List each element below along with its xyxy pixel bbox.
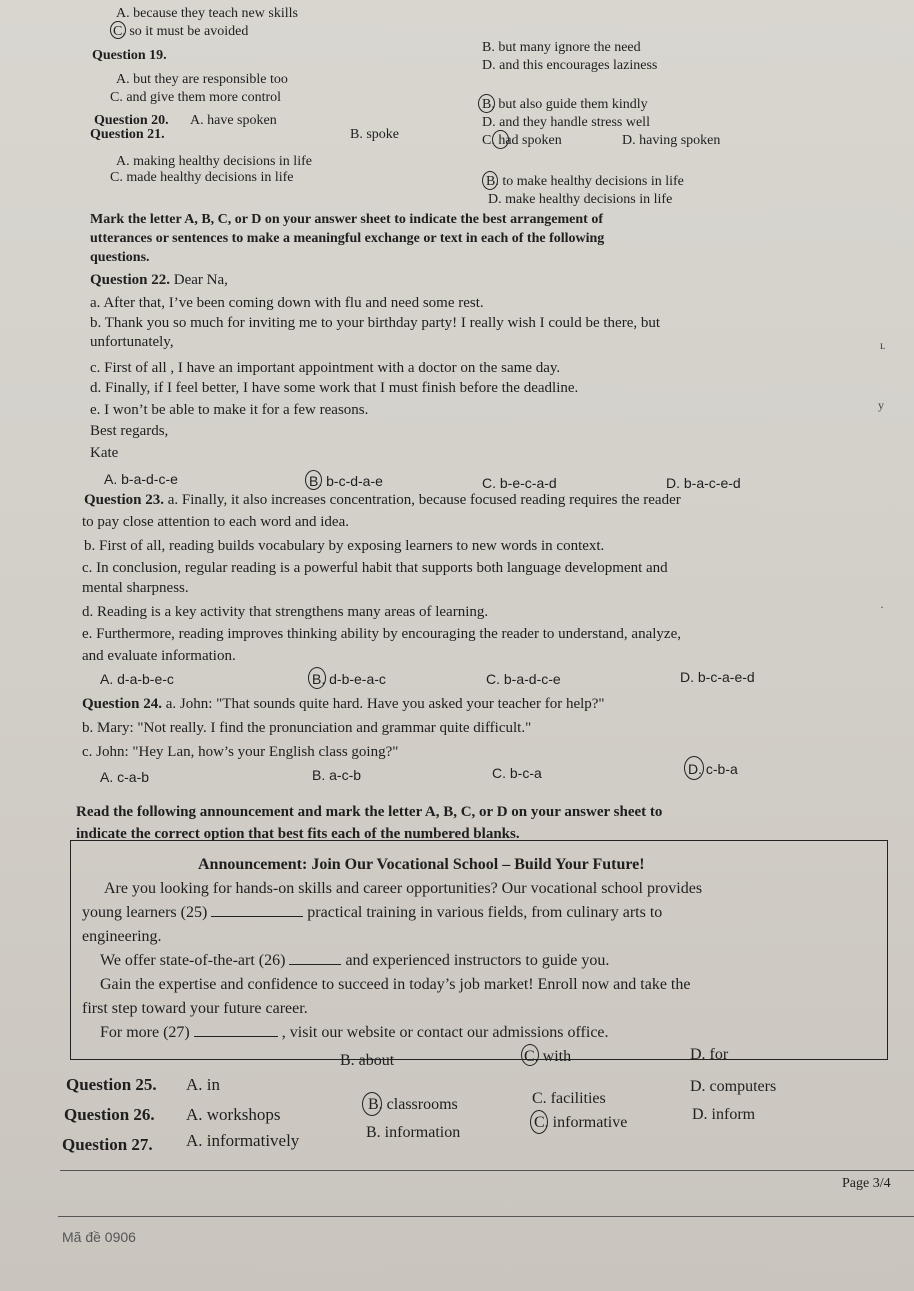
q18-option-a: A. because they teach new skills	[116, 6, 298, 21]
q26-label: Question 26.	[64, 1105, 155, 1124]
q23-option-a: A. d-a-b-e-c	[100, 671, 174, 687]
answer-circle-q26	[362, 1092, 382, 1116]
q23-option-d: D. b-c-a-e-d	[680, 669, 755, 685]
q26-option-c: C. facilities	[532, 1090, 606, 1107]
q20-label: Question 20.	[94, 113, 169, 128]
q24-label: Question 24.	[82, 696, 163, 712]
instruction-arrangement-line1: Mark the letter A, B, C, or D on your answer sheet to indicate the best arrangement of	[90, 212, 604, 227]
q23-label: Question 23.	[84, 492, 165, 508]
q21-option-c: C. made healthy decisions in life	[110, 170, 294, 185]
q20-option-c: C. had spoken	[482, 133, 562, 148]
answer-circle-q19	[478, 94, 495, 113]
q21-option-d: D. make healthy decisions in life	[488, 192, 673, 207]
q22-sentence-b-line1: b. Thank you so much for inviting me to your birthday party! I really wish I could be there, but	[90, 315, 661, 331]
blank-27[interactable]	[194, 1036, 278, 1037]
q18-option-b: B. but many ignore the need	[482, 40, 641, 55]
q22-option-b: B. b-c-d-a-e	[309, 473, 383, 489]
q23-sentence-a-line1: a. Finally, it also increases concentration, because focused reading requires the reader	[167, 492, 681, 508]
q23-option-c: C. b-a-d-c-e	[486, 671, 561, 687]
q19-option-a: A. but they are responsible too	[116, 72, 288, 87]
instruction-reading-line2: indicate the correct option that best fits each of the numbered blanks.	[76, 826, 520, 842]
q21-label: Question 21.	[90, 127, 165, 142]
q23-sentence-a-line2: to pay close attention to each word and idea.	[82, 514, 349, 530]
announcement-p1-line2-post: practical training in various fields, from culinary arts to	[307, 904, 663, 921]
announcement-p1-line2-pre: young learners (25)	[82, 904, 208, 921]
answer-circle-q25	[521, 1044, 539, 1066]
q20-option-d: D. having spoken	[622, 133, 721, 148]
handwritten-mark: ·	[880, 600, 884, 614]
q25-label: Question 25.	[66, 1075, 157, 1094]
q22-option-d: D. b-a-c-e-d	[666, 475, 741, 491]
announcement-p2-pre: We offer state-of-the-art (26)	[100, 952, 286, 969]
q24-line-c: c. John: "Hey Lan, how’s your English class going?"	[82, 744, 399, 760]
q22-option-a: A. b-a-d-c-e	[104, 471, 178, 487]
q27-option-b: B. information	[366, 1124, 461, 1141]
exam-code: Mã đề 0906	[62, 1229, 136, 1245]
q26-option-a: A. workshops	[186, 1105, 281, 1124]
answer-circle-q20	[492, 130, 509, 149]
instruction-arrangement-line3: questions.	[90, 250, 150, 265]
q26-option-b: B. classrooms	[368, 1096, 458, 1113]
q25-option-c: C. with	[524, 1048, 572, 1065]
q23-sentence-e-line2: and evaluate information.	[82, 648, 236, 664]
answer-circle-q21	[482, 171, 498, 190]
announcement-p1-line2	[82, 904, 662, 922]
q22-greeting: Dear Na,	[173, 272, 228, 288]
q18-option-d: D. and this encourages laziness	[482, 58, 658, 73]
handwritten-mark: y	[878, 398, 884, 412]
q23-sentence-d: d. Reading is a key activity that strengthens many areas of learning.	[82, 604, 489, 620]
instruction-arrangement-line2: utterances or sentences to make a meaningful exchange or text in each of the following	[90, 231, 605, 246]
blank-25[interactable]	[211, 916, 303, 917]
q22-label: Question 22.	[90, 272, 171, 288]
q22-sentence-e: e. I won’t be able to make it for a few reasons.	[90, 402, 369, 418]
q22-sentence-d: d. Finally, if I feel better, I have some work that I must finish before the deadline.	[90, 380, 579, 396]
announcement-p2-post: and experienced instructors to guide you.	[345, 952, 610, 969]
q24-option-d: D. c-b-a	[688, 761, 738, 777]
q24-option-c: C. b-c-a	[492, 765, 542, 781]
q18-option-c: C. so it must be avoided	[113, 24, 249, 39]
q19-option-c: C. and give them more control	[110, 90, 282, 105]
q26-option-d: D. computers	[690, 1078, 777, 1095]
blank-26[interactable]	[289, 964, 341, 965]
announcement-p1-line1: Are you looking for hands-on skills and career opportunities? Our vocational school provides	[104, 880, 703, 897]
announcement-p1-line3: engineering.	[82, 928, 162, 945]
q25-option-a: A. in	[186, 1075, 220, 1094]
q22-sentence-a: a. After that, I’ve been coming down with flu and need some rest.	[90, 295, 484, 311]
announcement-p2-line1	[100, 952, 609, 970]
q19-option-b: B. but also guide them kindly	[482, 97, 648, 112]
q20-option-b: B. spoke	[350, 127, 399, 142]
q19-option-d: D. and they handle stress well	[482, 115, 650, 130]
q24-line-b: b. Mary: "Not really. I find the pronunciation and grammar quite difficult."	[82, 720, 532, 736]
q23-option-b: B. d-b-e-a-c	[312, 671, 386, 687]
q24-option-a: A. c-a-b	[100, 769, 150, 785]
q24-line-a: a. John: "That sounds quite hard. Have you asked your teacher for help?"	[165, 696, 605, 712]
announcement-p4-pre: For more (27)	[100, 1024, 190, 1041]
answer-circle-q23	[308, 667, 326, 689]
q22-closing: Best regards,	[90, 423, 169, 439]
q25-option-b: B. about	[340, 1052, 395, 1069]
instruction-reading-line1: Read the following announcement and mark the letter A, B, C, or D on your answer sheet to	[76, 804, 663, 820]
q19-label: Question 19.	[92, 48, 167, 63]
announcement-p4-line1	[100, 1024, 609, 1042]
handwritten-mark: ʟ	[880, 338, 886, 352]
q23-sentence-b: b. First of all, reading builds vocabulary by exposing learners to new words in context.	[84, 538, 605, 554]
q23-sentence-e-line1: e. Furthermore, reading improves thinking ability by encouraging the reader to understand, analyze,	[82, 626, 681, 642]
q23-sentence-c-line2: mental sharpness.	[82, 580, 189, 596]
q22-option-c: C. b-e-c-a-d	[482, 475, 557, 491]
q27-label: Question 27.	[62, 1135, 153, 1154]
q27-option-d: D. inform	[692, 1106, 756, 1123]
q22-sentence-c: c. First of all , I have an important appointment with a doctor on the same day.	[90, 360, 561, 376]
answer-circle-q18	[110, 21, 126, 39]
footer-divider	[60, 1170, 914, 1171]
q27-option-a: A. informatively	[186, 1131, 300, 1150]
answer-circle-q27	[530, 1110, 548, 1134]
q22-signature-name: Kate	[90, 445, 119, 461]
q22-sentence-b-line2: unfortunately,	[90, 334, 174, 350]
q27-option-c: C. informative	[534, 1114, 628, 1131]
announcement-p4-post: , visit our website or contact our admissions office.	[281, 1024, 609, 1041]
q20-option-a: A. have spoken	[190, 113, 277, 128]
footer-divider-lower	[58, 1216, 914, 1217]
q21-option-b: B. to make healthy decisions in life	[486, 174, 684, 189]
q25-option-d: D. for	[690, 1046, 729, 1063]
announcement-p3-line1: Gain the expertise and confidence to succeed in today’s job market! Enroll now and take the	[100, 976, 691, 993]
answer-circle-q24	[684, 756, 704, 780]
announcement-title: Announcement: Join Our Vocational School – Build Your Future!	[198, 856, 645, 873]
q23-sentence-c-line1: c. In conclusion, regular reading is a powerful habit that supports both language development and	[82, 560, 668, 576]
page-number: Page 3/4	[842, 1176, 891, 1191]
answer-circle-q22	[305, 470, 322, 490]
announcement-p3-line2: first step toward your future career.	[82, 1000, 308, 1017]
q21-option-a: A. making healthy decisions in life	[116, 154, 312, 169]
q24-option-b: B. a-c-b	[312, 767, 362, 783]
